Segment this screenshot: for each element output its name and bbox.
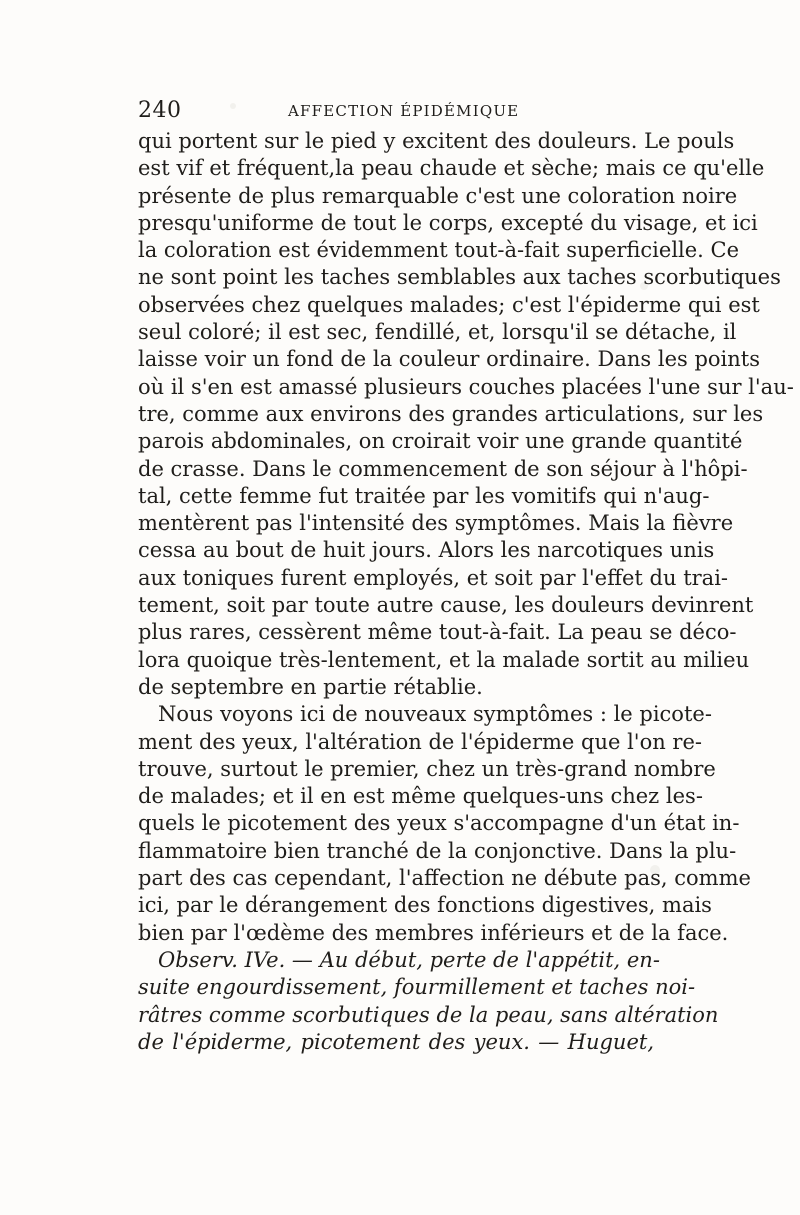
text-line: tal, cette femme fut traitée par les vomitifs qui n'aug-: [138, 483, 710, 508]
observation-heading-line: Observ. IVe. — Au début, perte de l'appétit, en-: [158, 947, 660, 972]
text-line: laisse voir un fond de la couleur ordinaire. Dans les points: [138, 347, 760, 372]
text-line: mentèrent pas l'intensité des symptômes. Mais la fièvre: [138, 511, 734, 536]
text-line: quels le picotement des yeux s'accompagne d'un état in-: [138, 811, 740, 836]
text-line: présente de plus remarquable c'est une coloration noire: [138, 183, 738, 208]
text-line: lora quoique très-lentement, et la malade sortit au milieu: [138, 647, 750, 672]
observation-line: de l'épiderme, picotement des yeux. — Huguet,: [138, 1029, 654, 1054]
text-line: de crasse. Dans le commencement de son séjour à l'hôpi-: [138, 456, 748, 481]
text-line: observées chez quelques malades; c'est l'épiderme qui est: [138, 292, 760, 317]
text-line: qui portent sur le pied y excitent des douleurs. Le pouls: [138, 129, 735, 153]
text-line: part des cas cependant, l'affection ne débute pas, comme: [138, 866, 751, 891]
text-line: ici, par le dérangement des fonctions digestives, mais: [138, 893, 712, 918]
text-line: ment des yeux, l'altération de l'épiderme que l'on re-: [138, 729, 702, 754]
text-line: bien par l'œdème des membres inférieurs et de la face.: [138, 920, 729, 945]
text-line: tement, soit par toute autre cause, les douleurs devinrent: [138, 593, 754, 618]
text-line: flammatoire bien tranché de la conjonctive. Dans la plu-: [138, 838, 737, 863]
page-number: 240: [138, 98, 182, 123]
text-line: ne sont point les taches semblables aux taches scorbutiques: [138, 265, 781, 290]
paragraph-start-line: Nous voyons ici de nouveaux symptômes : le picote-: [158, 702, 712, 727]
body-text: [138, 128, 794, 1056]
text-line: tre, comme aux environs des grandes articulations, sur les: [138, 401, 764, 426]
text-line: est vif et fréquent,la peau chaude et sèche; mais ce qu'elle: [138, 156, 765, 181]
observation-line: râtres comme scorbutiques de la peau, sans altération: [138, 1002, 719, 1027]
text-line: où il s'en est amassé plusieurs couches placées l'une sur l'au-: [138, 374, 794, 399]
text-line: de septembre en partie rétablie.: [138, 674, 483, 699]
text-line: seul coloré; il est sec, fendillé, et, lorsqu'il se détache, il: [138, 320, 737, 345]
text-line: trouve, surtout le premier, chez un très-grand nombre: [138, 756, 716, 781]
running-head: AFFECTION ÉPIDÉMIQUE: [288, 102, 520, 120]
observation-line: suite engourdissement, fourmillement et taches noi-: [138, 975, 696, 1000]
text-line: cessa au bout de huit jours. Alors les narcotiques unis: [138, 538, 715, 563]
text-line: la coloration est évidemment tout-à-fait superficielle. Ce: [138, 238, 740, 263]
text-line: plus rares, cessèrent même tout-à-fait. La peau se déco-: [138, 620, 737, 645]
page-header: [138, 98, 658, 124]
text-line: aux toniques furent employés, et soit par l'effet du trai-: [138, 565, 728, 590]
text-line: de malades; et il en est même quelques-uns chez les-: [138, 784, 703, 809]
text-line: parois abdominales, on croirait voir une grande quantité: [138, 429, 743, 454]
text-line: presqu'uniforme de tout le corps, excepté du visage, et ici: [138, 210, 758, 235]
